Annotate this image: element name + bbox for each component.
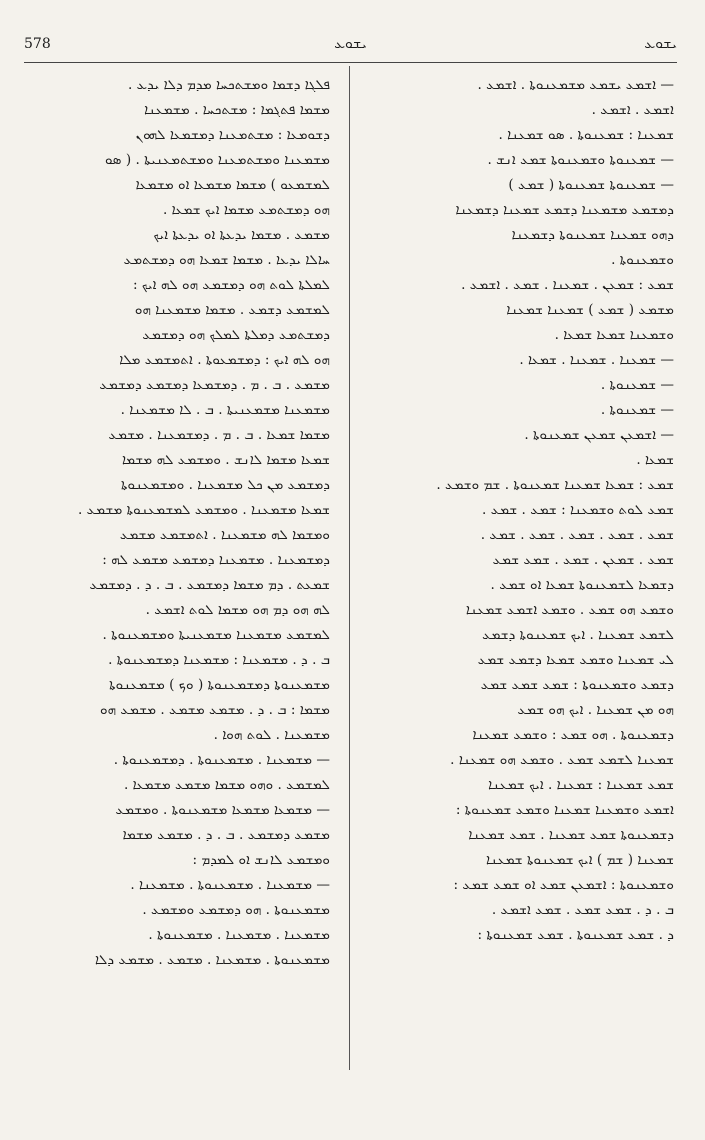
- text-line: ܫܡܥܐ .: [636, 452, 674, 468]
- page-number: 578: [24, 36, 51, 52]
- text-line: ܗܘ ܕܡܫܬܡܥ ܡܫܡܐ ܐܝܟ ܫܡܥܐ .: [163, 202, 330, 218]
- text-line: ܠܡܫܡܥ ܡܫܡܥܢܐ ܡܫܡܥܢܝܬܐ ܘܡܫܡܥܢܘܬܐ .: [102, 627, 330, 643]
- text-line: ܫܡܥܐ ܡܫܡܐ ܠܐܢܫ . ܘܡܫܡܥ ܠܗ ܡܫܡܐ: [122, 452, 330, 468]
- text-line: — ܡܫܡܥܢܐ . ܡܫܡܥܢܘܬܐ . ܕܡܫܡܥܢܘܬܐ .: [113, 752, 330, 768]
- text-line: ܡܫܡܥܢܘܬܐ . ܗܘ ܕܡܫܡܥ ܘܡܫܡܥ .: [142, 902, 330, 918]
- text-line: ܕܡܫܡܥ ܡܢ ܟܠ ܡܫܡܥܢܐ . ܘܡܫܡܥܢܘܬܐ: [121, 477, 330, 493]
- text-line: — ܫܡܥܢܐ . ܫܡܥܢܐ . ܫܡܥܐ .: [519, 352, 674, 368]
- text-line: ܠܫܡܥ ܫܡܥܢܐ . ܐܝܟ ܫܡܥܢܘܬܐ ܕܫܡܥ: [482, 627, 674, 643]
- text-line: ܫܡܥܢܐ ( ܫܡ ) ܐܝܟ ܫܡܥܢܘܬܐ ܫܡܥܢܐ: [486, 852, 674, 868]
- text-line: — ܡܫܡܥܐ ܡܫܡܥܐ ܡܫܡܥܢܘܬܐ . ܘܡܫܡܥ: [115, 802, 330, 818]
- text-line: ܫܡܥܐ ܡܫܡܥܢܐ . ܘܡܫܡܥ ܠܡܫܡܥܢܘܬܐ ܡܫܡܥ .: [78, 502, 330, 518]
- text-line: ܐܫܡܥ . ܐܫܡܥ .: [591, 102, 674, 118]
- text-line: ܕܫܡܥܐ ܠܫܡܥܢܘܬܐ ܫܡܥܐ ܐܘ ܫܡܥ .: [490, 577, 674, 593]
- text-line: ܦܠܓܐ ܕܫܡܐ ܘܡܫܬܟܚܐ ܡܕܡ ܕܠܐ ܝܕܥ .: [128, 77, 330, 93]
- text-line: ܫܡܥ . ܫܡܥ . ܫܡܥ . ܫܡܥ . ܫܡܥ .: [480, 527, 674, 543]
- text-line: — ܐܫܡܥ ܝܫܡܥ ܡܫܡܥܢܘܬܐ . ܐܫܡܥ .: [477, 77, 674, 93]
- column-divider: [349, 66, 350, 1070]
- text-line: ܫܡܥܢܐ ܠܫܡܥ ܫܡܥ . ܘܫܡܥ ܗܘ ܫܡܥܢܐ .: [450, 752, 674, 768]
- text-line: — ܫܡܥܢܘܬܐ .: [600, 402, 674, 418]
- text-line: ܕܫܡܥ ܘܫܡܥܢܘܬܐ : ܫܡܥ ܫܡܥ ܫܡܥ: [480, 677, 674, 693]
- text-line: ܫܡܥ : ܫܡܥܢ . ܫܡܥܢܐ . ܫܡܥ . ܐܫܡܥ .: [461, 277, 674, 293]
- left-column: [30, 74, 330, 974]
- text-line: ܡܫܡܥܢܐ . ܠܘܬ ܗܘܐ .: [213, 727, 330, 743]
- text-line: ܠܡܫܡܥ . ܘܗܘ ܡܫܡܐ ܡܫܡܥ ܡܫܡܥܐ .: [123, 777, 330, 793]
- text-line: ܕ . ܫܡܥ ܫܡܥܢܘܬܐ . ܫܡܥ ܫܡܥܢܘܬܐ :: [477, 927, 674, 943]
- running-head-right: ܝܫܘܥ: [644, 36, 677, 52]
- text-line: ܕܡܫܡܥ ܡܫܡܥܢܐ ܕܫܡܥ ܫܡܥܢܐ ܕܫܡܥܢܐ: [455, 202, 674, 218]
- text-line: ܫܡܥ ܫܡܥܢܐ : ܫܡܥܢܐ . ܐܝܟ ܫܡܥܢܐ: [488, 777, 674, 793]
- text-line: ܠܗ ܗܘ ܕܡ ܗܘ ܡܫܡܐ ܠܘܬ ܐܫܡܥ .: [145, 602, 330, 618]
- text-line: ܒ . ܕ . ܡܫܡܥܢܐ : ܡܫܡܥܢܐ ܕܡܫܡܥܢܘܬܐ .: [108, 652, 330, 668]
- text-line: ܡܫܡܐ ܦܬܓܡܐ : ܡܫܬܟܚܐ . ܡܫܡܥܢܐ: [144, 102, 330, 118]
- text-line: ܚܐܠܐ ܝܕܥܐ . ܡܫܡܐ ܫܡܥܐ ܗܘ ܕܡܫܬܡܥ: [123, 252, 330, 268]
- text-line: — ܡܫܡܥܢܐ . ܡܫܡܥܢܘܬܐ . ܡܫܡܥܢܐ .: [130, 877, 330, 893]
- text-line: ܘܡܫܡܥ ܠܐܢܫ ܐܘ ܠܡܕܡ :: [192, 852, 330, 868]
- text-line: ܡܫܡܥܢܘܬܐ ܕܡܫܡܥܢܘܬܐ ( ܘܟ ) ܡܫܡܥܢܘܬܐ: [109, 677, 330, 693]
- text-line: ܠܝ ܫܡܥܢܐ ܘܫܡܥ ܫܡܥܐ ܕܫܡܥ ܫܡܥ: [477, 652, 674, 668]
- text-line: ܫܡܥ : ܫܡܥܐ ܫܡܥܢܐ ܫܡܥܢܘܬܐ . ܫܡ ܘܫܡܥ .: [436, 477, 674, 493]
- text-line: ܫܡܥܢܐ : ܫܡܥܢܘܬܐ . ܣܘ ܫܡܥܢܐ .: [498, 127, 674, 143]
- text-line: ܕܡܫܡܥܢܐ . ܡܫܡܥܢܐ ܕܡܫܡܥ ܡܫܡܥ ܠܗ :: [102, 552, 330, 568]
- text-line: ܠܡܫܡܥܘ ) ܡܫܡܐ ܡܫܡܥܐ ܐܘ ܡܫܡܥܐ: [135, 177, 330, 193]
- text-line: — ܐܫܡܥܢ ܫܡܥܢ ܫܡܥܢܘܬܐ .: [524, 427, 674, 443]
- text-line: ܗܘ ܡܢ ܫܡܥܢܐ . ܐܝܟ ܗܘ ܫܡܥ: [517, 702, 674, 718]
- text-line: ܗܘ ܠܗ ܐܝܟ : ܕܡܫܡܥܘܬܐ . ܐܬܡܫܡܥ ܡܠܐ: [119, 352, 330, 368]
- text-line: ܡܫܡܥܢܐ . ܡܫܡܥܢܐ . ܡܫܡܥܢܘܬܐ .: [148, 927, 330, 943]
- text-line: ܫܡܥ ܠܘܬ ܘܫܡܥܢܐ : ܫܡܥ . ܫܡܥ .: [482, 502, 674, 518]
- text-line: ܕܫܘܡܥܐ : ܡܫܬܡܥܢܐ ܕܡܫܡܥܐ ܠܗܘܢ: [135, 127, 330, 143]
- text-line: ܡܫܡܐ ܫܡܥܐ . ܒ . ܡ . ܕܡܫܡܥܢܐ . ܡܫܡܥ: [108, 427, 330, 443]
- text-line: — ܫܡܥܢܘܬܐ ܫܡܥܢܘܬܐ ( ܫܡܥ ): [508, 177, 674, 193]
- text-line: ܫܡܥ . ܫܡܥܢ . ܫܡܥ . ܫܡܥ ܫܡܥ: [492, 552, 674, 568]
- text-line: ܐܫܡܥ ܘܫܡܥܢܐ ܫܡܥܢܐ ܘܫܡܥ ܫܡܥܢܘܬܐ :: [455, 802, 674, 818]
- text-line: ܕܫܡܥܢܘܬܐ ܫܡܥ ܫܡܥܢܐ . ܫܡܥ ܫܡܥܢܐ: [468, 827, 674, 843]
- text-line: ܡܫܡܥܢܐ ܘܡܫܬܡܥܢܐ ܘܡܫܬܡܥܢܝܬܐ . ( ܣܘ: [104, 152, 330, 168]
- text-line: ܠܡܫܡܥ ܕܫܡܥ . ܡܫܡܐ ܡܫܡܥܢܐ ܗܘ: [134, 302, 330, 318]
- text-line: ܡܫܡܥܢܘܬܐ . ܡܫܡܥܢܐ . ܡܫܡܥ . ܡܫܡܥ ܕܠܐ: [94, 952, 330, 968]
- text-line: ܘܫܡܥ ܗܘ ܫܡܥ . ܘܫܡܥ ܐܫܡܥ ܫܡܥܢܐ: [465, 602, 674, 618]
- text-line: ܕܗܘ ܫܡܥܢܐ ܫܡܥܢܘܬܐ ܕܫܡܥܢܐ: [511, 227, 674, 243]
- text-line: ܡܫܡܥܢܐ ܡܫܡܥܢܝܬܐ . ܒ . ܠܐ ܡܫܡܥܢܐ .: [120, 402, 330, 418]
- text-line: ܕܫܡܥܢܘܬܐ . ܗܘ ܫܡܥ : ܘܫܡܥ ܫܡܥܢܐ: [472, 727, 674, 743]
- text-line: ܡܫܡܥ ܕܡܫܡܥ . ܒ . ܕ . ܡܫܡܥ ܡܫܡܐ: [122, 827, 330, 843]
- text-line: ܘܫܡܥܢܐ ܫܡܥܐ ܫܡܥܐ .: [554, 327, 674, 343]
- text-line: ܡܫܡܥ . ܒ . ܡ . ܕܡܫܡܥܐ ܕܡܫܡܥ ܕܡܫܡܥ: [99, 377, 330, 393]
- running-head: ܝܫܘܥ: [334, 36, 367, 52]
- text-line: ܫܡܥܬ . ܕܡ ܡܫܡܐ ܕܡܫܡܥ . ܒ . ܕ . ܕܡܫܡܥ: [89, 577, 330, 593]
- text-line: ܘܫܡܥܢܘܬܐ .: [611, 252, 674, 268]
- text-line: ܘܫܡܥܢܘܬܐ : ܐܫܡܥܢ ܫܡܥ ܐܘ ܫܡܥ ܫܡܥ :: [453, 877, 674, 893]
- text-line: — ܫܡܥܢܘܬܐ .: [600, 377, 674, 393]
- right-column: [368, 74, 674, 949]
- text-line: ܘܡܫܡܐ ܠܗ ܡܫܡܥܢܐ . ܐܬܡܫܡܥ ܡܫܡܥ: [119, 527, 330, 543]
- text-line: ܡܫܡܐ : ܒ . ܕ . ܡܫܡܥ ܡܫܡܥ . ܡܫܡܥ ܗܘ: [100, 702, 330, 718]
- text-line: ܡܫܡܥ ( ܫܡܥ ) ܫܡܥܢܐ ܫܡܥܢܐ: [506, 302, 674, 318]
- text-line: ܕܡܫܬܡܥ ܕܡܠܬܐ ܠܡܠܟ ܗܘ ܕܡܫܡܥ: [142, 327, 330, 343]
- text-line: ܒ . ܕ . ܫܡܥ ܫܡܥ . ܫܡܥ ܐܫܡܥ .: [491, 902, 674, 918]
- text-line: ܡܫܡܥ . ܡܫܡܐ ܝܕܥܬܐ ܐܘ ܝܕܥܬܐ ܐܝܟ: [153, 227, 330, 243]
- text-line: — ܫܡܥܢܘܬܐ ܘܫܡܥܢܘܬܐ ܫܡܥ ܐܢܫ .: [487, 152, 674, 168]
- text-line: ܠܡܠܬܐ ܠܘܬ ܗܘ ܕܡܫܡܥ ܗܘ ܠܗ ܐܝܟ :: [133, 277, 330, 293]
- header-rule: [24, 62, 677, 63]
- page-header: [24, 36, 677, 58]
